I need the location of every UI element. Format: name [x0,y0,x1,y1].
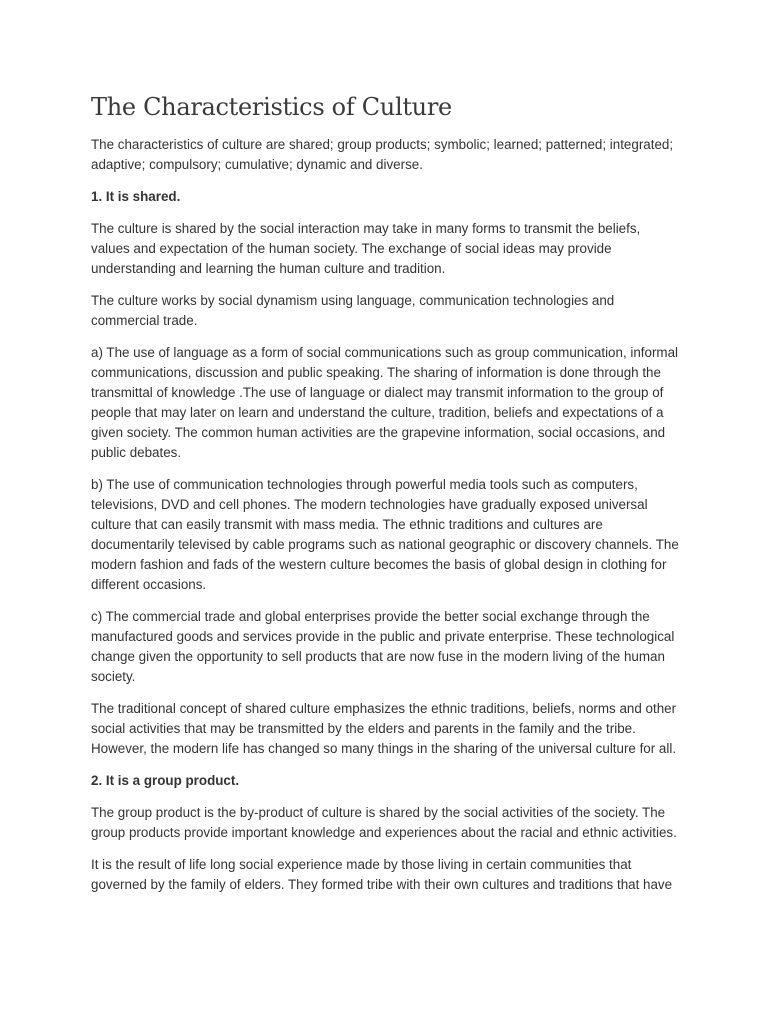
intro-paragraph: The characteristics of culture are shared; group products; symbolic; learned; patterned; integrated; adaptive; compulsory; cumulative; dynamic and diverse. [91,137,674,172]
paragraph-item-b: b) The use of communication technologies through powerful media tools such as computers, televisions, DVD and cell phones. The modern technologies have gradually exposed universal culture that can easily transmit with mass media. The ethnic traditions and cultures are documentarily televised by cable programs such as national geographic or discovery channels. The modern fashion and fads of the western culture becomes the basis of global design in clothing for different occasions. [91,477,679,592]
paragraph: The traditional concept of shared culture emphasizes the ethnic traditions, beliefs, norms and other social activities that may be transmitted by the elders and parents in the family and the tribe. However, the modern life has changed so many things in the sharing of the universal culture for all. [91,701,677,756]
document-page [91,90,681,907]
paragraph: It is the result of life long social experience made by those living in certain communities that governed by the family of elders. They formed tribe with their own cultures and traditions that have [91,857,673,892]
document-title: The Characteristics of Culture [91,93,452,121]
paragraph-item-c: c) The commercial trade and global enterprises provide the better social exchange through the manufactured goods and services provide in the public and private enterprise. These technological change given the opportunity to sell products that are now fuse in the modern living of the human society. [91,609,675,684]
paragraph: The culture is shared by the social interaction may take in many forms to transmit the beliefs, values and expectation of the human society. The exchange of social ideas may provide understanding and learning the human culture and tradition. [91,221,641,276]
paragraph: The group product is the by-product of culture is shared by the social activities of the society. The group products provide important knowledge and experiences about the racial and ethnic activities. [91,805,677,840]
paragraph: The culture works by social dynamism using language, communication technologies and commercial trade. [91,293,615,328]
section-heading-group-product: 2. It is a group product. [91,773,240,788]
paragraph-item-a: a) The use of language as a form of social communications such as group communication, informal communications, discussion and public speaking. The sharing of information is done through the transmittal of knowledge .The use of language or dialect may transmit information to the group of people that may later on learn and understand the culture, tradition, beliefs and expectations of a given society. The common human activities are the grapevine information, social occasions, and public debates. [91,345,679,460]
section-heading-shared: 1. It is shared. [91,189,181,204]
